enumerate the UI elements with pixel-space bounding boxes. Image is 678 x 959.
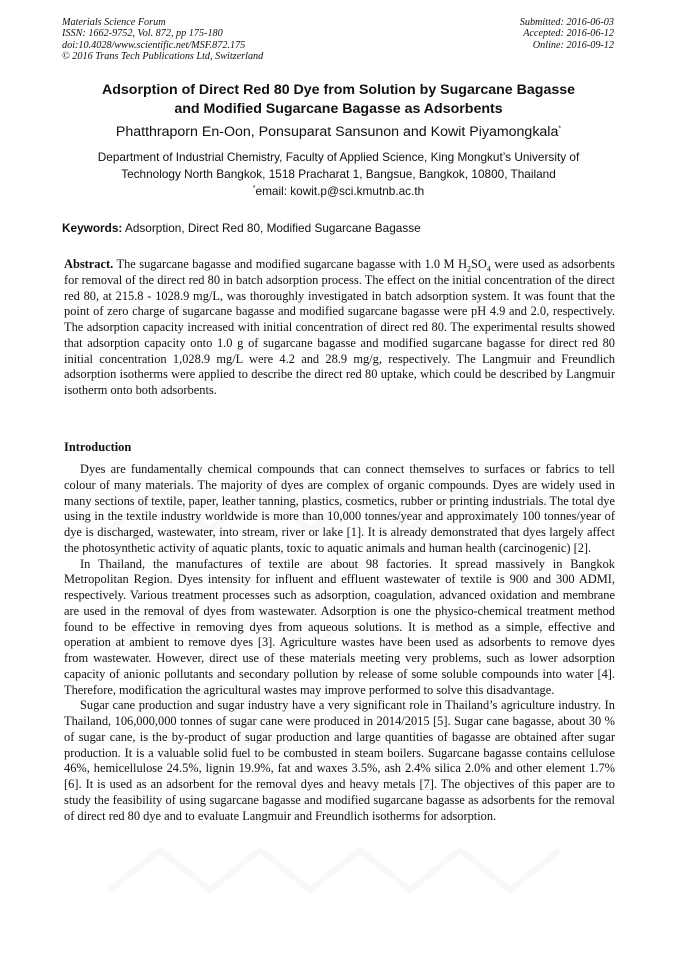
intro-paragraph-1: Dyes are fundamentally chemical compounds that can connect themselves to surfaces or fabrics to tell colour of many materials. The majority of dyes are complex of organic compounds. Dyes are widely used in many sections of textile, paper, leather tanning, plastics, cosmetics, rubber or printing industrials. The total dye using in the textile industry worldwide is more than 10,000 tonnes/year and approximately 100 tonnes/year of dye is discharged, wastewater, into stream, river or lake [1]. It is already demonstrated that dyes largely affect the photosynthetic activity of aquatic plants, toxic to aquatic animals and human health (carcinogenic) [2]. bbox=[64, 462, 615, 555]
doi-line: doi:10.4028/www.scientific.net/MSF.872.175 bbox=[62, 39, 246, 51]
keywords bbox=[62, 220, 615, 236]
abstract-text-2: SO bbox=[471, 257, 487, 271]
accepted-date: Accepted: 2016-06-12 bbox=[523, 28, 614, 40]
abstract-text-3: were used as adsorbents for removal of the direct red 80 in batch adsorption process. The effect on the initial concentration of the direct red 80, at 215.8 - 1028.9 mg/L, was thoroughly investigated in batch adsorption system. It was fount that the point of zero charge of sugarcane bagasse and modified sugarcane bagasse were pH 4.9 and 2.0, respectively. The adsorption capacity increased with initial concentration of direct red 80. The experimental results showed that adsorption capacity onto 1.0 g of sugarcane bagasse and modified sugarcane bagasse for direct red 80 initial concentration 1,028.9 mg/L were 4.2 and 28.9 mg/g, respectively. The Langmuir and Freundlich adsorption isotherms were applied to describe the direct red 80 uptake, which could be described by Langmuir isotherm onto both adsorbents. bbox=[64, 257, 615, 397]
abstract-text-1: The sugarcane bagasse and modified sugarcane bagasse with 1.0 M H bbox=[116, 257, 468, 271]
online-date: Online: 2016-09-12 bbox=[532, 39, 614, 51]
submitted-date: Submitted: 2016-06-03 bbox=[519, 17, 614, 28]
corresponding-mark: * bbox=[558, 125, 562, 133]
keywords-text: Adsorption, Direct Red 80, Modified Sugarcane Bagasse bbox=[124, 221, 421, 235]
author-list bbox=[62, 123, 615, 141]
keywords-label: Keywords: bbox=[62, 221, 123, 235]
introduction-heading: Introduction bbox=[64, 440, 132, 454]
email-mark: * bbox=[252, 185, 256, 193]
abstract-sub-2: 4 bbox=[486, 264, 491, 274]
intro-paragraph-2: In Thailand, the manufactures of textile are about 98 factories. It spread massively in Bangkok Metropolitan Region. Dyes intensity for influent and effluent wastewater of textile is 900 and 300 ADMI, respectively. Various treatment processes such as adsorption, coagulation, advanced oxidation and membrane are used in the removal of dyes from wastewater. Adsorption is one the physico-chemical treatment method found to be effective in removing dyes from aqueous solutions. It is method as a simple, effective and operation at ambient to remove dyes [3]. Agriculture wastes have been used as adsorbents to remove dyes from wastewater. However, direct use of these materials meeting very problems, such as lower adsorption capacity of anionic pollutants and secondary pollution by release of some soluble compounds into water [4]. Therefore, modification the agricultural wastes may improve performed to solve this disadvantage. bbox=[64, 556, 615, 697]
author-names: Phatthraporn En-Oon, Ponsuparat Sansunon and Kowit Piyamongkala bbox=[115, 124, 559, 140]
affiliation-line-1: Department of Industrial Chemistry, Faculty of Applied Science, King Mongkut’s University of bbox=[97, 150, 580, 164]
title-line-2: and Modified Sugarcane Bagasse as Adsorbents bbox=[174, 100, 503, 117]
dates-header bbox=[520, 17, 614, 51]
author-email bbox=[62, 183, 615, 199]
intro-paragraph-3: Sugar cane production and sugar industry have a very significant role in Thailand’s agriculture industry. In Thailand, 106,000,000 tonnes of sugar cane were produced in 2014/2015 [5]. Sugar cane bagasse, about 30 % of sugar cane, is the by-product of sugar production and large quantities of bagasse are obtained after sugar production. It is a valuable solid fuel to be combusted in steam boilers. Sugarcane bagasse contains cellulose 46%, hemicellulose 24.5%, lignin 19.9%, fat and waxes 3.5%, ash 2.4% silica 2.0% and other element 1.7% [6]. It is used as an adsorbent for the removal dyes and heavy metals [7]. The objectives of this paper are to study the feasibility of using sugarcane bagasse and modified sugarcane bagasse as adsorbents for the removal of direct red 80 dye and to evaluate Langmuir and Freundlich isotherms for adsorption. bbox=[64, 698, 615, 823]
issn-line: ISSN: 1662-9752, Vol. 872, pp 175-180 bbox=[62, 28, 223, 40]
affiliation bbox=[62, 149, 615, 182]
copyright-line: © 2016 Trans Tech Publications Ltd, Switzerland bbox=[62, 51, 264, 63]
abstract bbox=[64, 257, 615, 399]
journal-name: Materials Science Forum bbox=[62, 17, 166, 28]
journal-header bbox=[62, 17, 263, 63]
affiliation-line-2: Technology North Bangkok, 1518 Pracharat 1, Bangsue, Bangkok, 10800, Thailand bbox=[121, 166, 556, 181]
paper-title bbox=[62, 81, 615, 118]
email-text: email: kowit.p@sci.kmutnb.ac.th bbox=[255, 184, 425, 198]
abstract-label: Abstract. bbox=[64, 257, 114, 271]
introduction-body bbox=[64, 462, 615, 824]
abstract-sub-1: 2 bbox=[467, 264, 472, 274]
title-line-1: Adsorption of Direct Red 80 Dye from Solution by Sugarcane Bagasse bbox=[101, 82, 576, 98]
